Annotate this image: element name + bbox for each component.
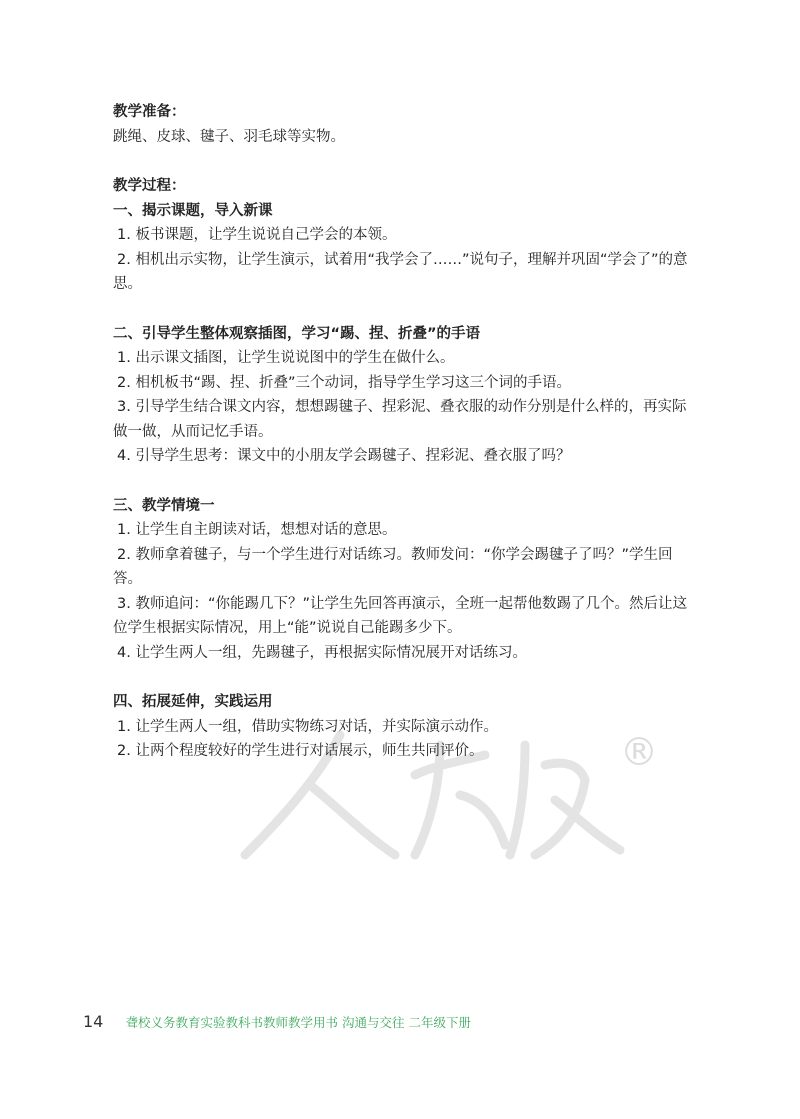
- list-item: 2. 教师拿着毽子，与一个学生进行对话练习。教师发问：“你学会踢毽子了吗？”学生回答。: [113, 546, 673, 587]
- page-number: 14: [83, 1012, 104, 1031]
- section-title: 二、引导学生整体观察插图，学习“踢、捏、折叠”的手语: [113, 325, 481, 342]
- book-title: 聋校义务教育实验教科书教师教学用书 沟通与交往 二年级下册: [125, 1015, 471, 1030]
- section-2: [113, 322, 698, 469]
- list-item: 4. 让学生两人一组，先踢毽子，再根据实际情况展开对话练习。: [117, 644, 527, 661]
- process-heading: 教学过程：: [113, 178, 186, 194]
- section-1: [113, 199, 698, 297]
- section-title: 四、拓展延伸，实践运用: [113, 694, 273, 710]
- list-item: 2. 让两个程度较好的学生进行对话展示，师生共同评价。: [117, 743, 484, 759]
- list-item: 1. 让学生自主朗读对话，想想对话的意思。: [117, 522, 397, 538]
- page-footer: [83, 1013, 471, 1033]
- list-item: 2. 相机出示实物，让学生演示，试着用“我学会了……”说句子，理解并巩固“学会了”的意思。: [113, 251, 688, 292]
- section-title: 一、揭示课题，导入新课: [113, 202, 273, 219]
- registered-mark: ®: [620, 730, 658, 774]
- list-item: 3. 引导学生结合课文内容，想想踢毽子、捏彩泥、叠衣服的动作分别是什么样的，再实际做一做，从而记忆手语。: [113, 399, 687, 440]
- list-item: 2. 相机板书“踢、捏、折叠”三个动词，指导学生学习这三个词的手语。: [117, 374, 571, 391]
- prep-section: [113, 100, 698, 149]
- list-item: 4. 引导学生思考：课文中的小朋友学会踢毽子、捏彩泥、叠衣服了吗？: [117, 448, 571, 464]
- prep-heading: 教学准备：: [113, 104, 186, 120]
- list-item: 1. 让学生两人一组，借助实物练习对话，并实际演示动作。: [117, 718, 498, 735]
- section-3: [113, 494, 698, 666]
- prep-text: 跳绳、皮球、毽子、羽毛球等实物。: [113, 128, 345, 145]
- list-item: 3. 教师追问：“你能踢几下？”让学生先回答再演示，全班一起帮他数踢了几个。然后让这位学生根据实际情况，用上“能”说说自己能踢多少下。: [113, 595, 687, 636]
- lesson-plan-content: [113, 100, 698, 764]
- list-item: 1. 板书课题，让学生说说自己学会的本领。: [117, 227, 397, 243]
- list-item: 1. 出示课文插图，让学生说说图中的学生在做什么。: [117, 350, 455, 366]
- section-title: 三、教学情境一: [113, 497, 215, 514]
- process-section: [113, 174, 698, 297]
- section-4: [113, 690, 698, 764]
